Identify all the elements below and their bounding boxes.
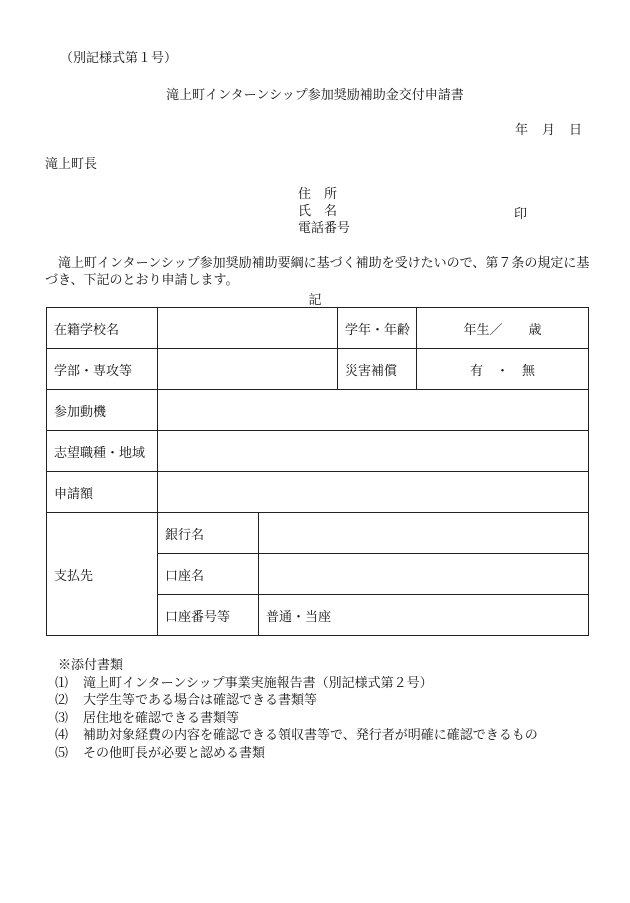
- motivation-field[interactable]: [158, 390, 589, 431]
- form-label: （別記様式第１号）: [60, 51, 178, 66]
- grade-age-field[interactable]: 年生／ 歳: [417, 308, 589, 349]
- attachment-item: [55, 692, 538, 710]
- ki-mark: 記: [308, 293, 322, 308]
- attachment-text: 居住地を確認できる書類等: [83, 710, 240, 726]
- attachments-section: [55, 657, 538, 762]
- table-row-bank: [47, 513, 589, 554]
- table-row-motivation: [47, 390, 589, 431]
- amount-label: 申請額: [47, 472, 158, 513]
- attachment-number: ⑷: [55, 728, 69, 743]
- attachment-text: 滝上町インターンシップ事業実施報告書（別記様式第２号）: [83, 675, 433, 691]
- bank-field[interactable]: [259, 513, 589, 554]
- bank-label: 銀行名: [158, 513, 259, 554]
- attachments-title: ※添付書類: [58, 658, 124, 673]
- addressee: 滝上町長: [45, 157, 98, 172]
- attachment-number: ⑸: [55, 745, 69, 761]
- faculty-field[interactable]: [158, 349, 338, 390]
- attachment-number: ⑶: [55, 710, 69, 726]
- attachment-text: 補助対象経費の内容を確認できる領収書等で、発行者が明確に確認できるもの: [83, 728, 538, 743]
- disaster-label: 災害補償: [338, 349, 417, 390]
- name-label: 氏 名: [298, 204, 338, 219]
- attachment-item: [55, 675, 538, 693]
- desired-field[interactable]: [158, 431, 589, 472]
- account-name-label: 口座名: [158, 554, 259, 595]
- attachment-item: [55, 710, 538, 728]
- account-name-field[interactable]: [259, 554, 589, 595]
- phone-label: 電話番号: [298, 221, 351, 236]
- table-row-desired: [47, 431, 589, 472]
- date-day: 日: [569, 123, 583, 138]
- table-row-amount: [47, 472, 589, 513]
- seal-mark: 印: [514, 207, 528, 222]
- account-number-field[interactable]: 普通・当座: [259, 595, 589, 636]
- date-line: [515, 119, 582, 138]
- disaster-field[interactable]: 有 ・ 無: [417, 349, 589, 390]
- document-title: 滝上町インターンシップ参加奨励補助金交付申請書: [166, 88, 464, 103]
- application-table: [46, 307, 589, 636]
- address-label: 住 所: [298, 187, 338, 202]
- motivation-label: 参加動機: [47, 390, 158, 431]
- payment-label: 支払先: [47, 513, 158, 636]
- attachment-item: [55, 745, 538, 763]
- attachment-number: ⑴: [55, 675, 69, 691]
- faculty-label: 学部・専攻等: [47, 349, 158, 390]
- date-year: 年: [515, 123, 529, 138]
- applicant-block: [298, 186, 350, 237]
- body-text: 滝上町インターンシップ参加奨励補助要綱に基づく補助を受けたいので、第７条の規定に基づき、下記のとおり申請します。: [45, 256, 590, 288]
- date-month: 月: [542, 123, 556, 138]
- attachment-number: ⑵: [55, 693, 69, 708]
- table-row-school: [47, 308, 589, 349]
- school-field[interactable]: [158, 308, 338, 349]
- grade-age-label: 学年・年齢: [338, 308, 417, 349]
- account-number-label: 口座番号等: [158, 595, 259, 636]
- attachment-text: その他町長が必要と認める書類: [83, 745, 266, 761]
- school-label: 在籍学校名: [47, 308, 158, 349]
- attachment-item: [55, 727, 538, 745]
- attachment-text: 大学生等である場合は確認できる書類等: [83, 693, 318, 708]
- desired-label: 志望職種・地域: [47, 431, 158, 472]
- amount-field[interactable]: [158, 472, 589, 513]
- table-row-faculty: [47, 349, 589, 390]
